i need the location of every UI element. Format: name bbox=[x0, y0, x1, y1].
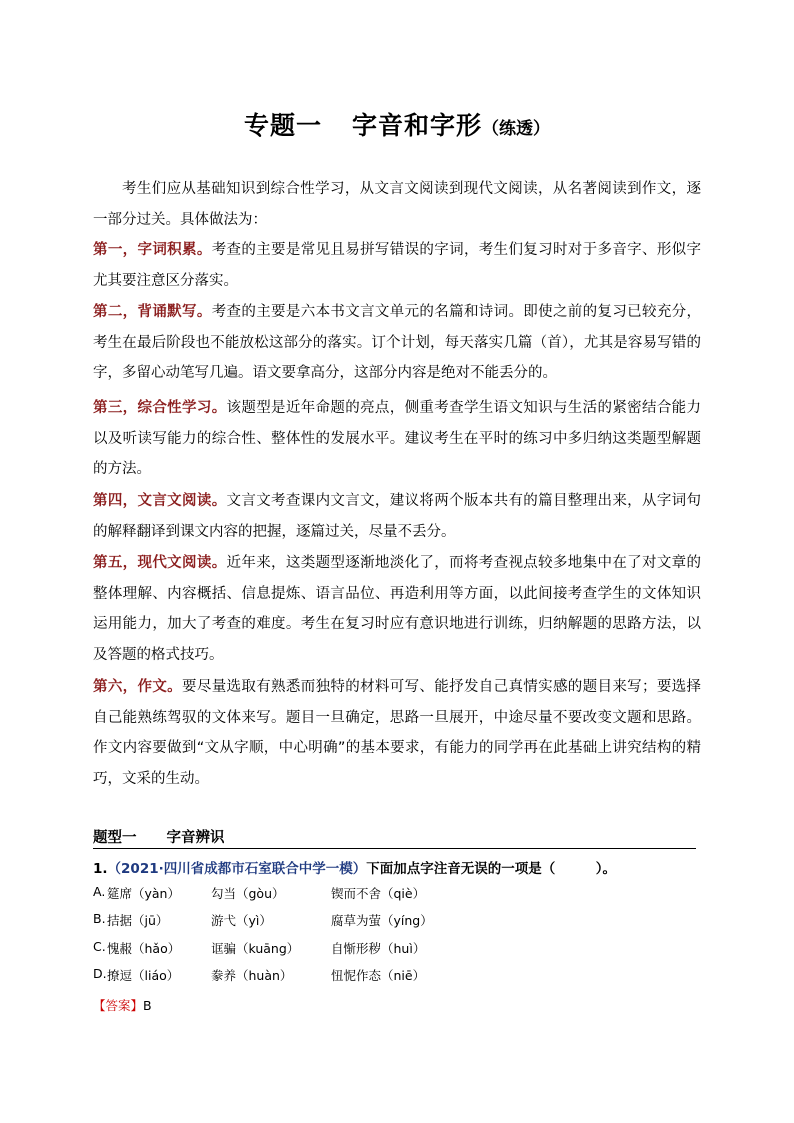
option-item: 游弋（yì） bbox=[211, 913, 272, 928]
option-letter: D. bbox=[93, 966, 107, 981]
option-item: 豢养（huàn） bbox=[211, 968, 293, 983]
option-letter: C. bbox=[93, 939, 106, 954]
option-item: 诓骗（kuāng） bbox=[211, 941, 300, 956]
option-item: 锲而不舍（qiè） bbox=[331, 886, 426, 901]
section-name: 字音辨识 bbox=[166, 830, 225, 846]
tip-body: 近年来，这类题型逐渐地淡化了，而将考查视点较多地集中在了对文章的整体理解、内容概括、信息提炼、语言品位、再造利用等方面，以此间接考查学生的文体知识运用能力，加大了考查的难度。考生在复习时应有意识地进行训练，归纳解题的思路方法，以及答题的格式技巧。 bbox=[93, 555, 702, 663]
question-stem bbox=[93, 857, 616, 877]
tip-paragraph-1 bbox=[93, 235, 701, 296]
question-number: 1. bbox=[93, 861, 108, 877]
question-source: （2021·四川省成都市石室联合中学一模） bbox=[107, 861, 367, 877]
answer-label: 【答案】 bbox=[93, 998, 144, 1013]
option-item: 自惭形秽（huì） bbox=[331, 941, 426, 956]
option-item: 勾当（gòu） bbox=[211, 886, 285, 901]
option-letter: B. bbox=[93, 911, 106, 926]
tip-body: 该题型是近年命题的亮点，侧重考查学生语文知识与生活的紧密结合能力以及听读写能力的综合性、整体性的发展水平。建议考生在平时的练习中多归纳这类题型解题的方法。 bbox=[93, 400, 702, 477]
tip-head: 第二，背诵默写。 bbox=[93, 304, 212, 320]
option-item: 腐草为萤（yíng） bbox=[331, 913, 433, 928]
page-title bbox=[0, 106, 794, 149]
tip-paragraph-4 bbox=[93, 486, 701, 547]
option-item: 忸怩作态（niē） bbox=[331, 968, 426, 983]
tip-head: 第五，现代文阅读。 bbox=[93, 555, 227, 571]
title-main-2: 字音和字形 bbox=[352, 111, 483, 140]
option-letter: A. bbox=[93, 884, 106, 899]
section-heading bbox=[93, 826, 696, 849]
tip-head: 第六，作文。 bbox=[93, 679, 183, 695]
answer-value: B bbox=[143, 998, 152, 1013]
tip-paragraph-6 bbox=[93, 672, 701, 794]
tip-body: 考查的主要是六本书文言文单元的名篇和诗词。即使之前的复习已较充分，考生在最后阶段也不能放松这部分的落实。订个计划，每天落实几篇（首），尤其是容易写错的字，多留心动笔写几遍。语文要拿高分，这部分内容是绝对不能丢分的。 bbox=[93, 304, 702, 381]
title-main: 专题一 bbox=[243, 111, 322, 140]
option-item: 愧赧（hǎo） bbox=[107, 941, 181, 956]
tip-head: 第四，文言文阅读。 bbox=[93, 493, 227, 509]
question-text: 下面加点字注音无误的一项是（ ）。 bbox=[366, 861, 616, 877]
option-item: 拮据（jū） bbox=[107, 913, 169, 928]
answer-line bbox=[93, 996, 152, 1014]
tip-head: 第三，综合性学习。 bbox=[93, 400, 227, 416]
option-item: 撩逗（liáo） bbox=[107, 968, 180, 983]
tip-paragraph-2 bbox=[93, 297, 701, 389]
title-sub: （练透） bbox=[482, 119, 551, 139]
tip-body: 要尽量选取有熟悉而独特的材料可写、能抒发自己真情实感的题目来写；要选择自己能熟练驾驭的文体来写。题目一旦确定，思路一旦展开，中途尽量不要改变文题和思路。作文内容要做到“文从字顺，中心明确”的基本要求，有能力的同学再在此基础上讲究结构的精巧，文采的生动。 bbox=[93, 679, 702, 787]
tip-body: 考查的主要是常见且易拼写错误的字词，考生们复习时对于多音字、形似字尤其要注意区分落实。 bbox=[93, 242, 702, 289]
tip-head: 第一，字词积累。 bbox=[93, 242, 212, 258]
tip-paragraph-3 bbox=[93, 393, 701, 485]
tip-paragraph-5 bbox=[93, 548, 701, 670]
section-label: 题型一 bbox=[93, 830, 137, 846]
option-item: 筵席（yàn） bbox=[107, 886, 180, 901]
tip-body: 文言文考查课内文言文，建议将两个版本共有的篇目整理出来，从字词句的解释翻译到课文内容的把握，逐篇过关，尽量不丢分。 bbox=[93, 493, 702, 540]
intro-paragraph: 考生们应从基础知识到综合性学习，从文言文阅读到现代文阅读，从名著阅读到作文，逐一部分过关。具体做法为： bbox=[93, 181, 701, 228]
